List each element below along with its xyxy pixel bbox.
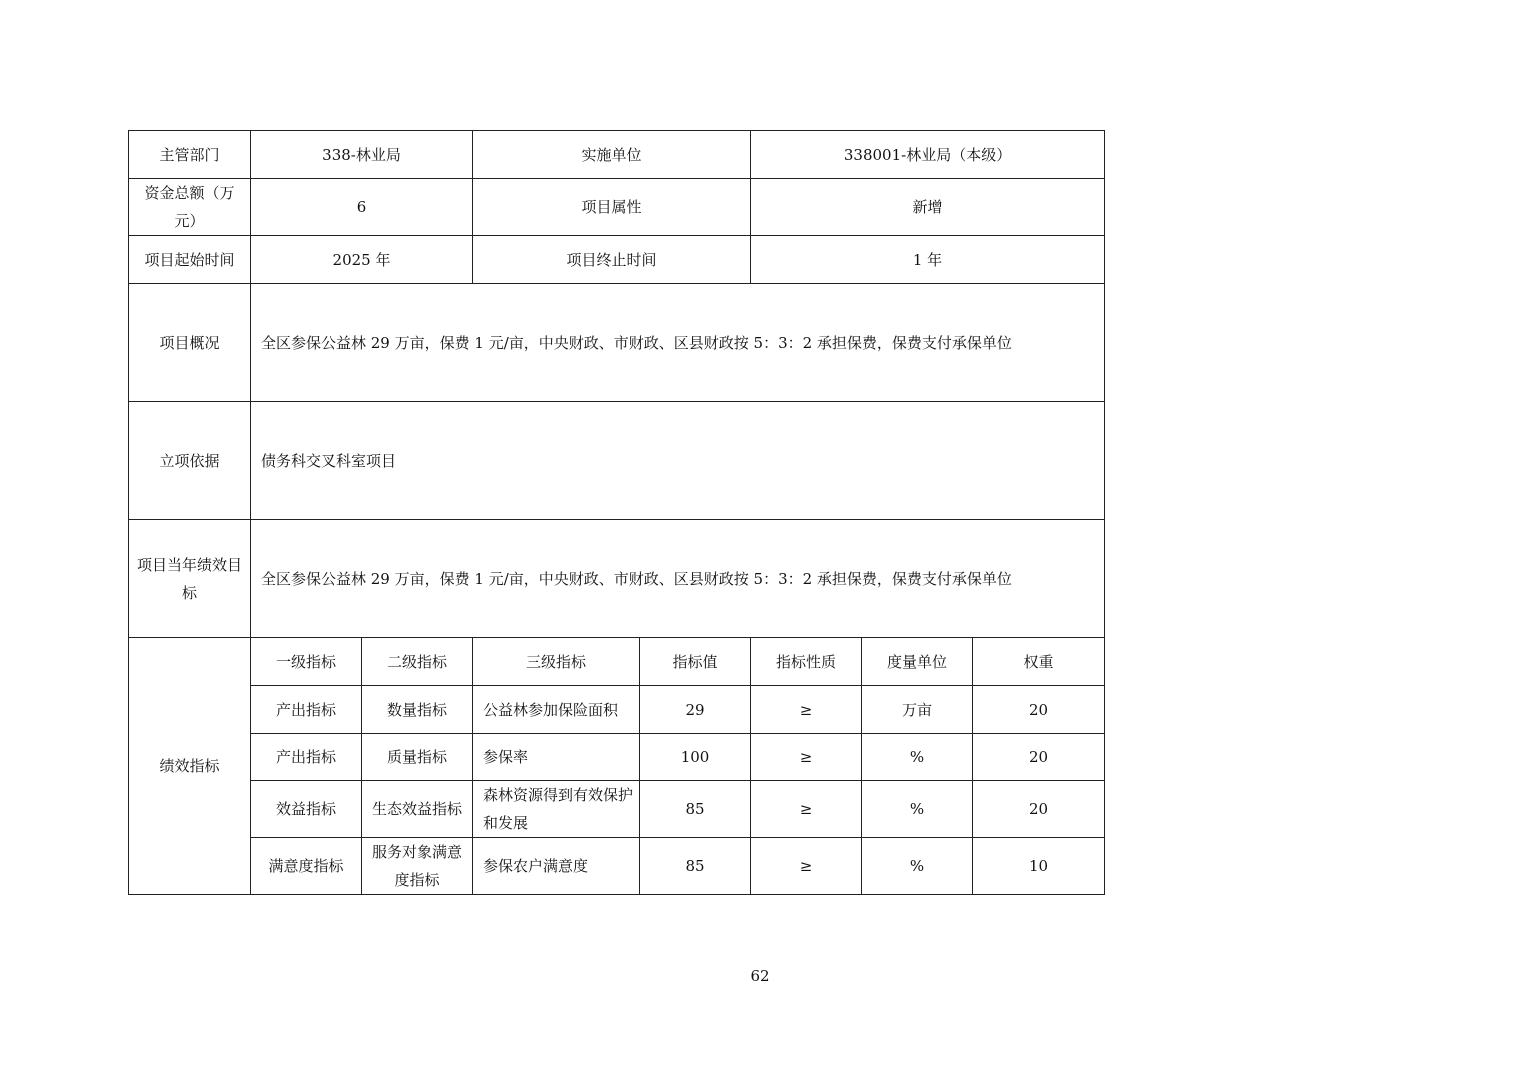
fund-value: 6 [251,179,473,236]
header-level2: 二级指标 [362,638,473,686]
table-row [129,520,1105,638]
value-cell: 100 [640,734,751,781]
weight-cell: 20 [973,734,1105,781]
overview-label: 项目概况 [129,284,251,402]
dept-label: 主管部门 [129,131,251,179]
unit-cell: % [862,734,973,781]
unit-cell: 万亩 [862,686,973,734]
header-weight: 权重 [973,638,1105,686]
end-label: 项目终止时间 [473,236,751,284]
impl-label: 实施单位 [473,131,751,179]
indicator-row [129,686,1105,734]
attr-value: 新增 [751,179,1105,236]
header-level3: 三级指标 [473,638,640,686]
start-value: 2025 年 [251,236,473,284]
start-label: 项目起始时间 [129,236,251,284]
level2-cell: 数量指标 [362,686,473,734]
fund-label: 资金总额（万元） [129,179,251,236]
basis-label: 立项依据 [129,402,251,520]
level3-cell: 公益林参加保险面积 [473,686,640,734]
level1-cell: 产出指标 [251,686,362,734]
level3-cell: 森林资源得到有效保护和发展 [473,781,640,838]
value-cell: 85 [640,838,751,895]
header-level1: 一级指标 [251,638,362,686]
header-unit: 度量单位 [862,638,973,686]
level2-cell: 生态效益指标 [362,781,473,838]
attr-label: 项目属性 [473,179,751,236]
table-row [129,179,1105,236]
level1-cell: 效益指标 [251,781,362,838]
header-nature: 指标性质 [751,638,862,686]
goal-label: 项目当年绩效目标 [129,520,251,638]
basis-value: 债务科交叉科室项目 [251,402,1105,520]
table-row [129,131,1105,179]
nature-cell: ≥ [751,734,862,781]
level1-cell: 满意度指标 [251,838,362,895]
level2-cell: 质量指标 [362,734,473,781]
nature-cell: ≥ [751,781,862,838]
table-row [129,402,1105,520]
indicator-header-row [129,638,1105,686]
unit-cell: % [862,781,973,838]
indicator-row [129,781,1105,838]
indicators-section-label: 绩效指标 [129,638,251,895]
value-cell: 29 [640,686,751,734]
end-value: 1 年 [751,236,1105,284]
weight-cell: 20 [973,781,1105,838]
level3-cell: 参保率 [473,734,640,781]
nature-cell: ≥ [751,686,862,734]
goal-value: 全区参保公益林 29 万亩，保费 1 元/亩，中央财政、市财政、区县财政按 5：3：2 承担保费，保费支付承保单位 [251,520,1105,638]
indicator-row [129,734,1105,781]
unit-cell: % [862,838,973,895]
value-cell: 85 [640,781,751,838]
indicator-row [129,838,1105,895]
level3-cell: 参保农户满意度 [473,838,640,895]
table-row [129,284,1105,402]
project-info-table [128,130,1105,895]
header-value: 指标值 [640,638,751,686]
level1-cell: 产出指标 [251,734,362,781]
level2-cell: 服务对象满意度指标 [362,838,473,895]
weight-cell: 10 [973,838,1105,895]
impl-value: 338001-林业局（本级） [751,131,1105,179]
weight-cell: 20 [973,686,1105,734]
nature-cell: ≥ [751,838,862,895]
dept-value: 338-林业局 [251,131,473,179]
table-row [129,236,1105,284]
overview-value: 全区参保公益林 29 万亩，保费 1 元/亩，中央财政、市财政、区县财政按 5：3：2 承担保费，保费支付承保单位 [251,284,1105,402]
page-number: 62 [750,967,770,985]
